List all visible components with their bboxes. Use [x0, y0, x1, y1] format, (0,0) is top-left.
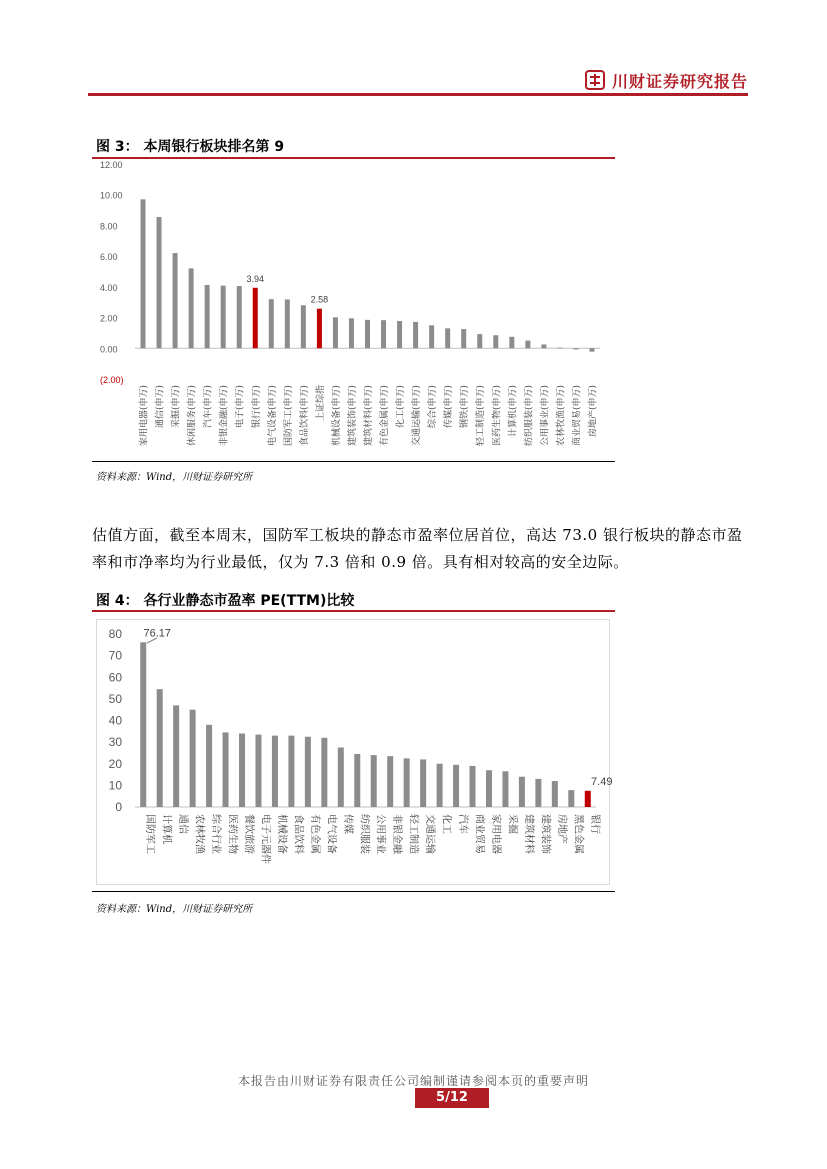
x-category-label: 轻工制造(申万): [476, 385, 487, 447]
y-tick-label: 10: [108, 778, 122, 793]
y-tick-label: 80: [108, 627, 122, 641]
bar: [354, 754, 360, 807]
x-category-label: 公用事业(申万): [540, 385, 551, 447]
y-tick-label: 0: [115, 800, 122, 814]
x-category-label: 交通运输(申万): [412, 385, 423, 447]
bar: [552, 781, 558, 807]
y-tick-label: 12.00: [100, 160, 123, 170]
bar: [223, 732, 229, 807]
page-number: 5/12: [415, 1088, 489, 1108]
y-tick-label: 6.00: [100, 252, 118, 263]
bar: [387, 756, 393, 807]
y-tick-label: 20: [108, 756, 122, 771]
x-category-label: 建筑装饰: [539, 814, 551, 854]
x-category-label: 电子(申万): [235, 385, 246, 429]
x-category-label: 化工(申万): [396, 385, 407, 429]
y-tick-label: 8.00: [100, 221, 118, 232]
figure4-title: 图 4： 各行业静态市盈率 PE(TTM)比较: [96, 593, 355, 609]
y-tick-label: 4.00: [100, 282, 118, 293]
x-category-label: 家用电器(申万): [139, 385, 150, 447]
bar: [535, 779, 541, 807]
bar: [585, 791, 591, 807]
y-tick-label: 40: [108, 713, 122, 728]
bar: [206, 725, 212, 807]
figure4-source: 资料来源：Wind，川财证券研究所: [96, 904, 253, 915]
x-category-label: 商业贸易(申万): [572, 385, 583, 447]
bar: [486, 770, 492, 807]
x-category-label: 医药生物(申万): [492, 385, 503, 447]
x-category-label: 纺织服装: [358, 814, 370, 854]
x-category-label: 农林牧渔(申万): [556, 385, 567, 447]
x-category-label: 家用电器: [489, 814, 501, 854]
valuation-paragraph: 估值方面，截至本周末，国防军工板块的静态市盈率位居首位，高达 73.0 银行板块的静态市盈率和市净率均为行业最低，仅为 7.3 倍和 0.9 倍。具有相对较高的安全边际。: [92, 526, 743, 571]
x-category-label: 纺织服装(申万): [524, 385, 535, 447]
x-category-label: 食品饮料(申万): [299, 385, 310, 447]
bar: [420, 759, 426, 807]
y-tick-label: 10.00: [100, 190, 123, 201]
x-category-label: 非银金融: [391, 814, 403, 854]
bar: [404, 758, 410, 807]
figure3-source: 资料来源：Wind，川财证券研究所: [96, 472, 253, 483]
bar: [338, 748, 344, 807]
x-category-label: 钢铁(申万): [460, 385, 471, 429]
bar: [371, 755, 377, 807]
report-brand-title: 川财证券研究报告: [612, 72, 749, 91]
bar: [502, 771, 508, 807]
x-category-label: 通信: [177, 814, 189, 834]
bar: [173, 705, 179, 807]
x-category-label: 餐饮旅游: [243, 814, 255, 854]
x-category-label: 传媒(申万): [444, 385, 455, 429]
x-category-label: 房地产(申万): [588, 385, 599, 438]
y-tick-label: 50: [108, 691, 122, 706]
x-category-label: 化工: [440, 814, 452, 834]
x-category-label: 有色金属(申万): [380, 385, 391, 447]
data-label: 3.94: [246, 273, 265, 284]
x-category-label: 商业贸易: [473, 814, 485, 854]
x-category-label: 非银金融(申万): [219, 385, 230, 447]
figure3-title: 图 3： 本周银行板块排名第 9: [96, 139, 285, 155]
y-tick-label: 70: [108, 648, 122, 663]
bar: [321, 738, 327, 807]
x-category-label: 采掘(申万): [171, 385, 182, 429]
data-label: 76.17: [143, 627, 171, 640]
bar: [272, 736, 278, 807]
bar: [190, 710, 196, 807]
bar: [239, 733, 245, 807]
x-category-label: 电气设备: [325, 814, 337, 854]
x-category-label: 食品饮料: [292, 814, 304, 854]
x-category-label: 国防军工(申万): [283, 385, 294, 447]
x-category-label: 交通运输: [424, 814, 436, 854]
x-category-label: 国防军工: [144, 814, 156, 854]
x-category-label: 计算机: [160, 814, 172, 844]
bar: [305, 737, 311, 807]
data-label: 7.49: [591, 775, 613, 788]
bar: [437, 764, 443, 807]
x-category-label: 机械设备(申万): [331, 385, 342, 447]
x-category-label: 银行(申万): [251, 385, 262, 429]
x-category-label: 电子元器件: [259, 814, 271, 864]
x-category-label: 通信(申万): [155, 385, 166, 429]
x-category-label: 采掘: [506, 814, 518, 834]
x-category-label: 轻工制造: [407, 814, 419, 854]
x-category-label: 电气设备(申万): [267, 385, 278, 447]
bar: [519, 777, 525, 807]
y-tick-label: 0.00: [100, 344, 118, 355]
x-category-label: 上证综指: [315, 385, 326, 422]
data-label: 2.58: [310, 294, 329, 305]
bar: [453, 765, 459, 807]
x-category-label: 汽车(申万): [203, 385, 214, 429]
x-category-label: 建筑材料: [522, 814, 534, 854]
x-category-label: 汽车: [457, 814, 469, 834]
figure4-bottom-rule: [92, 891, 615, 892]
x-category-label: 医药生物: [226, 814, 238, 854]
x-category-label: 机械设备: [275, 814, 287, 854]
y-tick-label: 30: [108, 735, 122, 750]
x-category-label: 建筑材料(申万): [364, 385, 374, 447]
x-category-label: 黑色金属: [572, 814, 584, 854]
x-category-label: 有色金属: [308, 814, 320, 854]
bar: [470, 766, 476, 807]
y-tick-label: (2.00): [100, 375, 124, 385]
x-category-label: 公用事业: [374, 814, 386, 854]
bar: [157, 689, 163, 807]
bar: [255, 735, 261, 807]
footer-disclaimer: 本报告由川财证券有限责任公司编制谨请参阅本页的重要声明: [237, 1074, 589, 1088]
x-category-label: 休闲服务(申万): [187, 385, 198, 447]
bar: [140, 642, 146, 807]
x-category-label: 房地产: [555, 814, 567, 844]
x-category-label: 综合(申万): [428, 385, 439, 429]
x-category-label: 传媒: [341, 814, 353, 834]
x-category-label: 计算机(申万): [508, 385, 519, 438]
bar: [568, 790, 574, 807]
y-tick-label: 60: [108, 670, 122, 685]
x-category-label: 建筑装饰(申万): [347, 385, 358, 447]
x-category-label: 农林牧渔: [193, 814, 205, 854]
y-tick-label: 2.00: [100, 313, 118, 324]
x-category-label: 综合行业: [210, 814, 222, 854]
x-category-label: 银行: [588, 814, 600, 834]
bar: [288, 736, 294, 807]
